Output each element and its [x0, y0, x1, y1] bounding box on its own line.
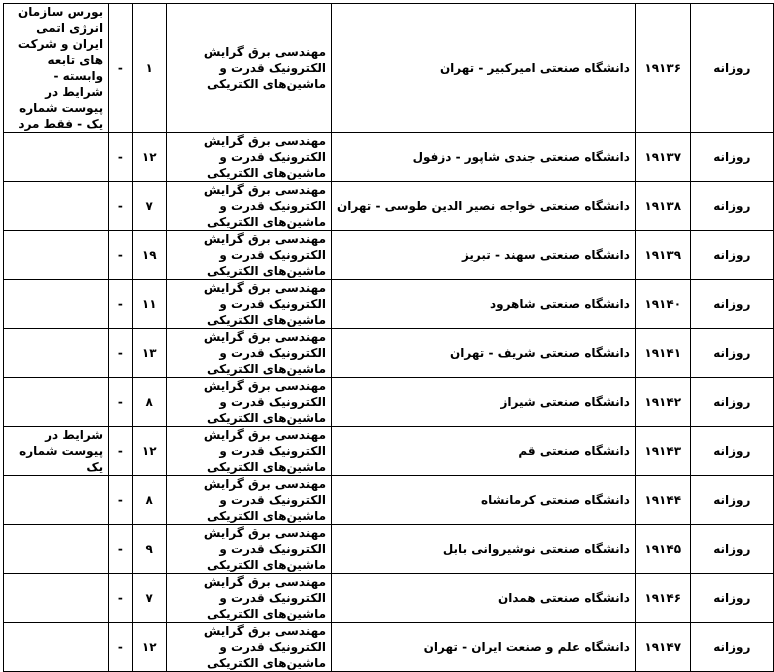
- course-type-cell: روزانه: [690, 427, 773, 476]
- empty-capacity-cell: -: [109, 182, 133, 231]
- empty-capacity-cell: -: [109, 329, 133, 378]
- field-of-study-cell: مهندسی برق گرایش الکترونیک قدرت و ماشین‌های الکتریکی: [166, 427, 331, 476]
- notes-cell: [4, 378, 109, 427]
- empty-capacity-cell: -: [109, 623, 133, 672]
- notes-cell: بورس سازمان انرژی اتمی ایران و شرکت های تابعه وابسته - شرایط در پیوست شماره یک - فقط مرد: [4, 4, 109, 133]
- empty-capacity-cell: -: [109, 4, 133, 133]
- notes-cell: [4, 476, 109, 525]
- field-of-study-cell: مهندسی برق گرایش الکترونیک قدرت و ماشین‌های الکتریکی: [166, 133, 331, 182]
- table-row: [4, 476, 774, 525]
- empty-capacity-cell: -: [109, 525, 133, 574]
- table-row: [4, 525, 774, 574]
- program-code-cell: ۱۹۱۳۹: [635, 231, 690, 280]
- table-row: [4, 427, 774, 476]
- university-cell: دانشگاه صنعتی همدان: [332, 574, 636, 623]
- table-row: [4, 4, 774, 133]
- capacity-cell: ۱۲: [132, 623, 166, 672]
- program-code-cell: ۱۹۱۴۶: [635, 574, 690, 623]
- capacity-cell: ۱۳: [132, 329, 166, 378]
- empty-capacity-cell: -: [109, 574, 133, 623]
- field-of-study-cell: مهندسی برق گرایش الکترونیک قدرت و ماشین‌های الکتریکی: [166, 280, 331, 329]
- university-cell: دانشگاه صنعتی نوشیروانی بابل: [332, 525, 636, 574]
- university-cell: دانشگاه صنعتی جندی شاپور - دزفول: [332, 133, 636, 182]
- capacity-cell: ۱۱: [132, 280, 166, 329]
- programs-table-body: [4, 4, 774, 672]
- university-cell: دانشگاه صنعتی خواجه نصیر الدین طوسی - تهران: [332, 182, 636, 231]
- capacity-cell: ۹: [132, 525, 166, 574]
- field-of-study-cell: مهندسی برق گرایش الکترونیک قدرت و ماشین‌های الکتریکی: [166, 525, 331, 574]
- field-of-study-cell: مهندسی برق گرایش الکترونیک قدرت و ماشین‌های الکتریکی: [166, 4, 331, 133]
- university-cell: دانشگاه علم و صنعت ایران - تهران: [332, 623, 636, 672]
- program-code-cell: ۱۹۱۴۱: [635, 329, 690, 378]
- table-row: [4, 623, 774, 672]
- table-row: [4, 280, 774, 329]
- notes-cell: [4, 182, 109, 231]
- field-of-study-cell: مهندسی برق گرایش الکترونیک قدرت و ماشین‌های الکتریکی: [166, 182, 331, 231]
- notes-cell: [4, 231, 109, 280]
- table-row: [4, 231, 774, 280]
- field-of-study-cell: مهندسی برق گرایش الکترونیک قدرت و ماشین‌های الکتریکی: [166, 574, 331, 623]
- capacity-cell: ۱۲: [132, 133, 166, 182]
- table-row: [4, 182, 774, 231]
- table-row: [4, 133, 774, 182]
- capacity-cell: ۷: [132, 182, 166, 231]
- course-type-cell: روزانه: [690, 378, 773, 427]
- course-type-cell: روزانه: [690, 525, 773, 574]
- notes-cell: [4, 133, 109, 182]
- empty-capacity-cell: -: [109, 476, 133, 525]
- program-code-cell: ۱۹۱۴۵: [635, 525, 690, 574]
- program-code-cell: ۱۹۱۴۴: [635, 476, 690, 525]
- course-type-cell: روزانه: [690, 4, 773, 133]
- field-of-study-cell: مهندسی برق گرایش الکترونیک قدرت و ماشین‌های الکتریکی: [166, 231, 331, 280]
- notes-cell: [4, 280, 109, 329]
- table-row: [4, 574, 774, 623]
- notes-cell: [4, 623, 109, 672]
- course-type-cell: روزانه: [690, 133, 773, 182]
- field-of-study-cell: مهندسی برق گرایش الکترونیک قدرت و ماشین‌های الکتریکی: [166, 623, 331, 672]
- university-cell: دانشگاه صنعتی سهند - تبریز: [332, 231, 636, 280]
- university-cell: دانشگاه صنعتی شاهرود: [332, 280, 636, 329]
- capacity-cell: ۸: [132, 476, 166, 525]
- program-code-cell: ۱۹۱۴۲: [635, 378, 690, 427]
- notes-cell: شرایط در پیوست شماره یک: [4, 427, 109, 476]
- capacity-cell: ۱۹: [132, 231, 166, 280]
- notes-cell: [4, 329, 109, 378]
- course-type-cell: روزانه: [690, 574, 773, 623]
- course-type-cell: روزانه: [690, 476, 773, 525]
- program-code-cell: ۱۹۱۳۶: [635, 4, 690, 133]
- university-cell: دانشگاه صنعتی قم: [332, 427, 636, 476]
- field-of-study-cell: مهندسی برق گرایش الکترونیک قدرت و ماشین‌های الکتریکی: [166, 476, 331, 525]
- university-cell: دانشگاه صنعتی شیراز: [332, 378, 636, 427]
- university-cell: دانشگاه صنعتی شریف - تهران: [332, 329, 636, 378]
- capacity-cell: ۱۲: [132, 427, 166, 476]
- empty-capacity-cell: -: [109, 280, 133, 329]
- course-type-cell: روزانه: [690, 231, 773, 280]
- empty-capacity-cell: -: [109, 378, 133, 427]
- field-of-study-cell: مهندسی برق گرایش الکترونیک قدرت و ماشین‌های الکتریکی: [166, 378, 331, 427]
- notes-cell: [4, 525, 109, 574]
- table-row: [4, 378, 774, 427]
- university-cell: دانشگاه صنعتی کرمانشاه: [332, 476, 636, 525]
- program-code-cell: ۱۹۱۴۰: [635, 280, 690, 329]
- capacity-cell: ۷: [132, 574, 166, 623]
- capacity-cell: ۱: [132, 4, 166, 133]
- course-type-cell: روزانه: [690, 182, 773, 231]
- program-code-cell: ۱۹۱۳۷: [635, 133, 690, 182]
- field-of-study-cell: مهندسی برق گرایش الکترونیک قدرت و ماشین‌های الکتریکی: [166, 329, 331, 378]
- empty-capacity-cell: -: [109, 427, 133, 476]
- program-code-cell: ۱۹۱۴۷: [635, 623, 690, 672]
- table-row: [4, 329, 774, 378]
- programs-table: [3, 3, 774, 672]
- course-type-cell: روزانه: [690, 623, 773, 672]
- university-cell: دانشگاه صنعتی امیرکبیر - تهران: [332, 4, 636, 133]
- capacity-cell: ۸: [132, 378, 166, 427]
- empty-capacity-cell: -: [109, 231, 133, 280]
- course-type-cell: روزانه: [690, 280, 773, 329]
- program-code-cell: ۱۹۱۳۸: [635, 182, 690, 231]
- program-code-cell: ۱۹۱۴۳: [635, 427, 690, 476]
- notes-cell: [4, 574, 109, 623]
- empty-capacity-cell: -: [109, 133, 133, 182]
- course-type-cell: روزانه: [690, 329, 773, 378]
